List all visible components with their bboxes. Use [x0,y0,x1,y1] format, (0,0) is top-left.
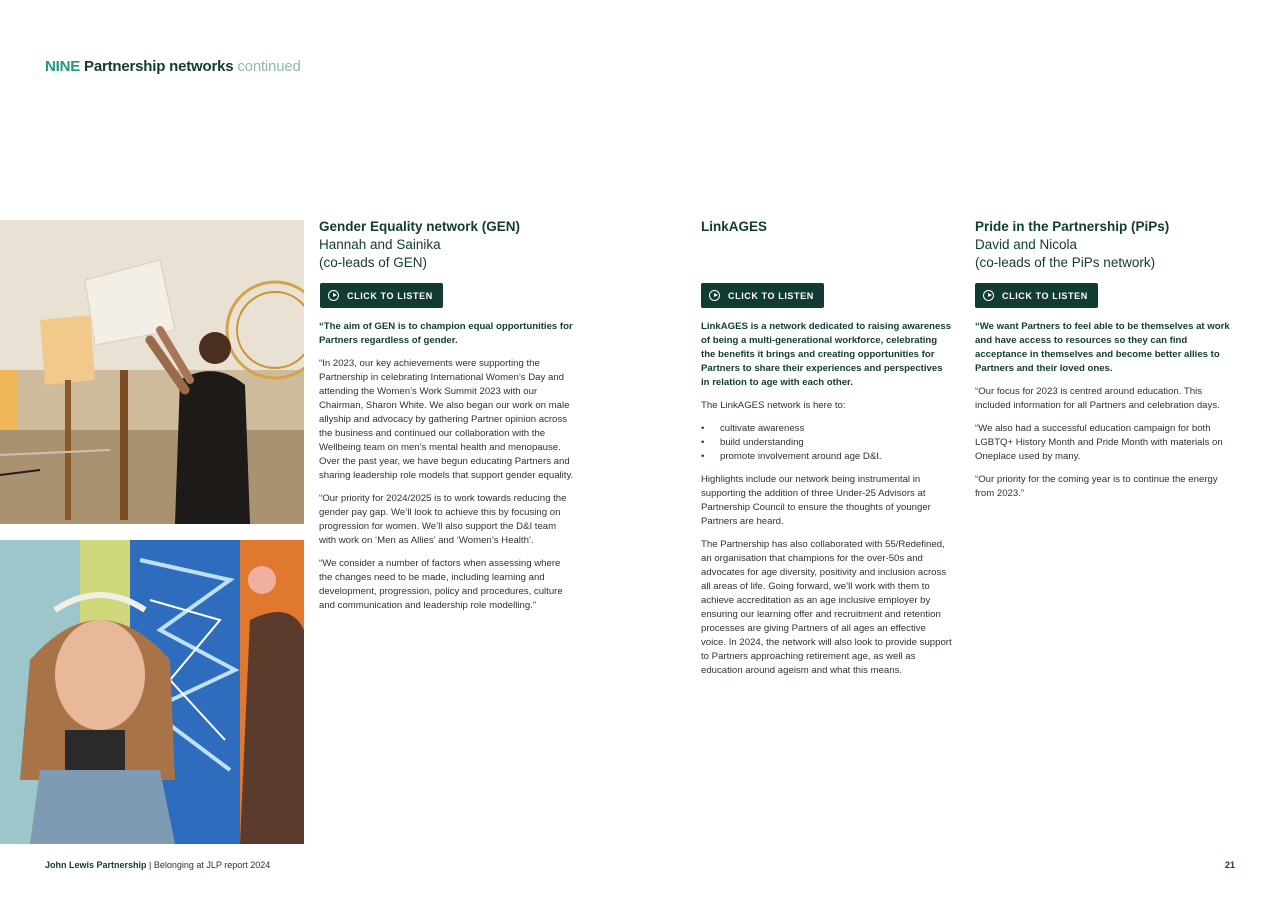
gen-paragraph-3: “We consider a number of factors when assessing where the changes need to be made, including learning and development, progression, policy and procedures, culture and communication and leadership role modelling.” [319,558,563,611]
list-item: • cultivate awareness [701,422,953,436]
gen-role: (co-leads of GEN) [319,255,428,270]
linkages-intro: The LinkAGES network is here to: [701,400,846,411]
linkages-heading: LinkAGES [701,219,768,234]
footer-report: Belonging at JLP report 2024 [153,860,271,870]
page-number: 21 [1224,860,1235,870]
pips-leads: David and Nicola [975,237,1078,252]
listen-label: CLICK TO LISTEN [728,290,814,301]
footer-org: John Lewis Partnership [45,860,147,870]
pips-heading: Pride in the Partnership (PiPs) [975,219,1170,234]
gen-paragraph-2: “Our priority for 2024/2025 is to work towards reducing the gender pay gap. We’ll look to achieve this by focusing on progression for women. We’ll also support the D&I team with work on ‘Men as Allies’ and ‘Women’s Health’. [319,493,567,546]
play-icon [709,290,720,301]
linkages-paragraph-1: Highlights include our network being instrumental in supporting the addition of three Under-25 Advisors at Partnership Council to ensure the thoughts of younger Partners are heard. [701,474,931,527]
listen-label: CLICK TO LISTEN [347,290,433,301]
list-item: • promote involvement around age D&I. [701,450,953,464]
footer [45,860,270,870]
linkages-paragraph-2: The Partnership has also collaborated with 55/Redefined, an organisation that champions for the over-50s and advocates for age diversity, positivity and inclusion across all areas of life. Going forward, we’ll work with them to achieve accreditation as an age inclusive employer by ensuring our learning offer and recruitment and retention processes are giving Partners of all ages an effective voice. In 2024, the network will also look to provide support to Partners approaching retirement age, as well as education around ageism and what this means. [701,539,952,676]
photo-smiling-woman [0,540,304,844]
gen-leads: Hannah and Sainika [319,237,441,252]
pips-paragraph-2: “We also had a successful education campaign for both LGBTQ+ History Month and Pride Month with materials on Oneplace used by many. [975,423,1223,462]
section-continued: continued [237,58,301,75]
pips-body [975,320,1233,510]
listen-label: CLICK TO LISTEN [1002,290,1088,301]
pips-listen-button[interactable] [975,283,1098,308]
gen-heading: Gender Equality network (GEN) [319,219,521,234]
pips-paragraph-1: “Our focus for 2023 is centred around education. This included information for all Partners and celebration days. [975,386,1220,411]
linkages-body [701,320,953,687]
section-header [45,58,301,75]
list-item: • build understanding [701,436,953,450]
linkages-bullet-list [701,422,953,464]
section-number: NINE [45,58,81,75]
linkages-column [701,218,953,236]
linkages-lead: LinkAGES is a network dedicated to raising awareness of being a multi-generational workforce, celebrating the benefits it brings and creating opportunities for Partners to share their experiences and perspectives in relation to age with each other. [701,321,952,388]
gen-lead-quote: “The aim of GEN is to champion equal opportunities for Partners regardless of gender. [319,321,573,346]
play-icon [983,290,994,301]
pips-role: (co-leads of the PiPs network) [975,255,1156,270]
photo-woman-with-lamp [0,220,304,524]
pips-lead-quote: “We want Partners to feel able to be themselves at work and have access to resources so they can find acceptance in themselves and become better allies to Partners and their loved ones. [975,321,1230,374]
gen-body [319,320,574,622]
pips-column [975,218,1233,272]
section-title: Partnership networks [84,58,234,75]
footer-separator: | [146,860,154,870]
gen-column [319,218,574,272]
play-icon [328,290,339,301]
linkages-listen-button[interactable] [701,283,824,308]
gen-paragraph-1: “In 2023, our key achievements were supporting the Partnership in celebrating International Women’s Day and attending the Women’s Work Summit 2023 with our Chairman, Sharon White. We also began our work on male allyship and advocacy by gathering Partner opinion across the business and continued our collaboration with the Wellbeing team on men’s mental health and menopause. Over the past year, we have begun educating Partners and sharing leadership role models that support gender equality. [319,358,574,481]
pips-paragraph-3: “Our priority for the coming year is to continue the energy from 2023.” [975,474,1218,499]
gen-listen-button[interactable] [320,283,443,308]
